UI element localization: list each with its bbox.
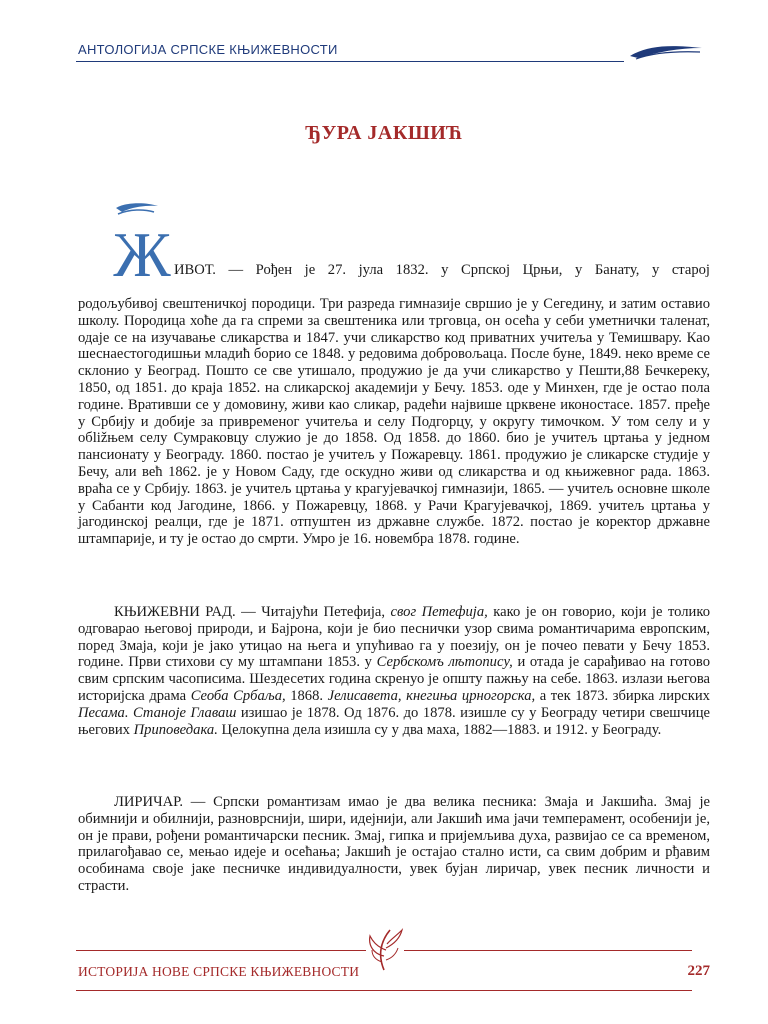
swash-ornament-icon	[116, 203, 158, 214]
section-liricar: ЛИРИЧАР. — Српски романтизам имао је два велика песника: Змаја и Јакшића. Змај је обимнији и обилнији, разноврснији, шири, идејнији, али Јакшић има јачи темперамент, особенији је, он је прави, рођени романтичарски песник. Змај, гипка и пријемљива духа, развијао се са временом, прилагођавао се, мењао идеје и осећања; Јакшић је остајао стално исти, са свим добрим и рђавим особинама своје јаке песничке индивидуалности, увек бујан лиричар, увек песник личности и страсти.	[78, 794, 710, 894]
rad-text: како је он говорио, који је толико одговарао његовој природи, и Бајрона, који је био песнички узор свима романтичарима европским, поред Змаја, који је јако утицао на њега и упућивао га у поезију, он је почео певати у Бечу 1853. године. Први стихови су му штампани 1853. у	[78, 604, 710, 671]
rad-text: а тек 1873. збирка лирских	[535, 687, 710, 704]
footer-divider-right	[404, 950, 692, 951]
header-rule	[76, 61, 624, 62]
page-number: 227	[687, 963, 710, 979]
rad-italic: Сербскомъ лѣтописy,	[376, 654, 513, 671]
rad-italic: Сеоба Србаља,	[190, 687, 286, 704]
footer-title: ИСТОРИЈА НОВЕ СРПСКЕ КЊИЖЕВНОСТИ	[78, 964, 360, 979]
footer-divider-left	[76, 950, 366, 951]
drop-cap-letter: Ж	[113, 219, 171, 280]
section-zivot: родољубивој свештеничкој породици. Три разреда гимназије свршио је у Сегедину, и затим оставио школу. Породица хоће да га спреми за свештеника или трговца, он осећа у себи уметнички таленат, одаје се на изучавање сликарства и 1847. учи сликарство код приватних учитеља у Темишвару. Као шеснаестогодишњи младић борио се 1848. у редовима добровољаца. После буне, 1849. неко време се склонио у Београд. Пошто се све утишало, продужио је да учи сликарство у Пешти,88 Бечкереку, 1850, од 1851. до краја 1852. на сликарској академији у Бечу. 1853. оде у Минхен, где је остао пола године. Вративши се у домовину, живи као сликар, радећи највише црквене иконостасе. 1857. пређе у Србију и добије за привременог учитеља и селу Подгорцу, у округу тимочком. У том селу и у обližњем селу Сумраковцу служио је до 1858. Од 1858. до 1860. био је учитељ цртања у једном пансионату у Београду. 1860. постао је учитељ у Пожаревцу. 1861. продужио је сликарске студије у Бечу, али већ 1862. је у Новом Саду, где оскудно живи од сликарства и од књижевног рада. 1863. враћа се у Србију. 1863. је учитељ цртања у крагујевачкој гимназији, 1865. — учитељ основне школе у Сабанти код Јагодине, 1866. у Пожаревцу, 1868. у Рачи Крагујевачкој, 1869. учитељ цртања у јагодинској реалци, где је 1871. отпуштен из државне службе. 1872. постао је коректор државне штампарије, и ту је остао до смрти. Умро је 16. новембра 1878. године.	[78, 296, 710, 548]
section-knjizevni-rad	[78, 604, 710, 738]
rad-italic: Јелисавета, кнегиња црногорска,	[327, 687, 536, 704]
rad-text: и отада је сарађивао на готово свим српским часописима. Шездесетих година скренуо је општу пажњу на себе. 1863. излази његова историјска драма	[78, 654, 711, 704]
section-zivot-first-line: ИВОТ. — Рођен је 27. јула 1832. у Српској Црњи, у Банату, у старој	[174, 262, 710, 278]
rad-italic: Приповедака.	[133, 721, 218, 738]
rad-italic: свог Петефија,	[390, 604, 488, 620]
rad-text: 1868.	[285, 687, 328, 704]
rad-text: Целокупна дела изишла су у два маха, 1882—1883. и 1912. у Београду.	[217, 721, 662, 738]
rad-text: КЊИЖЕВНИ РАД. — Читајући Петефија,	[114, 604, 391, 620]
drop-cap	[112, 200, 172, 280]
page-title: ЂУРА ЈАКШИЋ	[305, 122, 463, 144]
rad-text: изишао је 1878. Од 1876. до 1878. изишле су у Београду четири свешчице његових	[78, 704, 710, 738]
rad-italic: Песама. Станоје Главаш	[78, 704, 237, 721]
wave-swash-icon	[628, 42, 704, 62]
header-title: АНТОЛОГИЈА СРПСКЕ КЊИЖЕВНОСТИ	[78, 42, 338, 57]
footer-rule	[76, 990, 692, 991]
quill-flourish-icon	[360, 926, 408, 974]
